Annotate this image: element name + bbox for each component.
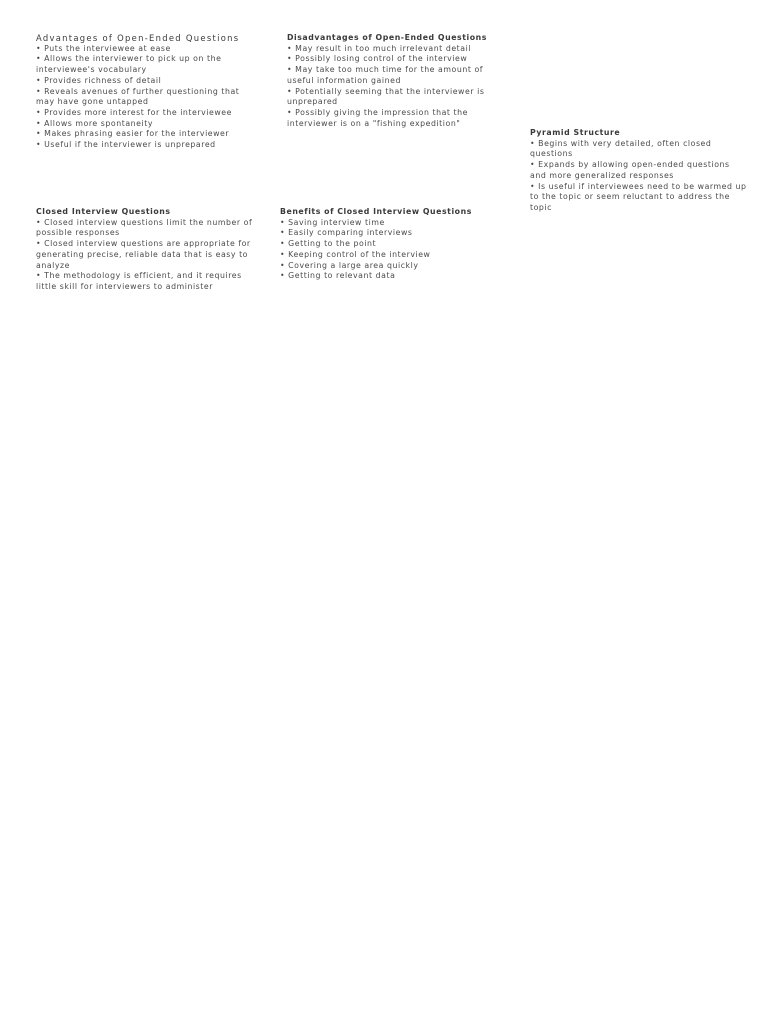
text-line: possible responses: [36, 228, 120, 238]
text-line: unprepared: [287, 97, 338, 107]
text-line: • Closed interview questions are appropriate for: [36, 239, 251, 249]
text-line: • Getting to relevant data: [280, 271, 396, 281]
text-line: topic: [530, 202, 552, 212]
text-line: may have gone untapped: [36, 97, 149, 107]
section-title: Advantages of Open-Ended Questions: [36, 33, 240, 43]
text-line: • Closed interview questions limit the number of: [36, 217, 253, 227]
text-line: • Saving interview time: [280, 217, 385, 227]
section-title: Pyramid Structure: [530, 128, 621, 137]
text-line: • Provides more interest for the interviewee: [36, 107, 232, 117]
benefits-closed-questions-section: [280, 207, 480, 282]
text-line: and more generalized responses: [530, 170, 674, 180]
text-line: • Possibly giving the impression that the: [287, 107, 468, 117]
closed-interview-questions-section: [36, 207, 256, 293]
text-line: to the topic or seem reluctant to address the: [530, 192, 730, 202]
text-line: • Expands by allowing open-ended questions: [530, 160, 730, 170]
section-title: Disadvantages of Open-Ended Questions: [287, 33, 487, 42]
text-line: • The methodology is efficient, and it requires: [36, 271, 242, 281]
text-line: • Possibly losing control of the interview: [287, 54, 468, 64]
disadvantages-open-ended-section: [287, 33, 487, 129]
text-line: • Reveals avenues of further questioning that: [36, 86, 240, 96]
text-line: • Puts the interviewee at ease: [36, 43, 171, 53]
text-line: • Begins with very detailed, often closed: [530, 138, 712, 148]
text-line: • Keeping control of the interview: [280, 249, 431, 259]
text-line: generating precise, reliable data that is easy to: [36, 249, 249, 259]
text-line: interviewee's vocabulary: [36, 65, 147, 75]
text-line: interviewer is on a "fishing expedition": [287, 118, 461, 128]
text-line: • Potentially seeming that the interviewer is: [287, 86, 485, 96]
text-line: • May take too much time for the amount of: [287, 65, 484, 75]
pyramid-structure-section: [530, 128, 747, 214]
text-line: analyze: [36, 260, 71, 270]
text-line: • Easily comparing interviews: [280, 228, 413, 238]
text-line: • Getting to the point: [280, 239, 377, 249]
text-line: useful information gained: [287, 75, 401, 85]
text-line: questions: [530, 149, 573, 159]
advantages-open-ended-section: [36, 33, 256, 151]
text-line: • Allows the interviewer to pick up on the: [36, 54, 222, 64]
section-title: Closed Interview Questions: [36, 207, 171, 216]
text-line: • Useful if the interviewer is unprepared: [36, 140, 216, 150]
text-line: • Allows more spontaneity: [36, 118, 153, 128]
text-line: • Is useful if interviewees need to be warmed up: [530, 181, 747, 191]
text-line: • Provides richness of detail: [36, 75, 162, 85]
text-line: • Makes phrasing easier for the interviewer: [36, 129, 230, 139]
text-line: little skill for interviewers to administer: [36, 281, 213, 291]
section-title: Benefits of Closed Interview Questions: [280, 207, 472, 216]
text-line: • Covering a large area quickly: [280, 260, 419, 270]
text-line: • May result in too much irrelevant detail: [287, 43, 472, 53]
